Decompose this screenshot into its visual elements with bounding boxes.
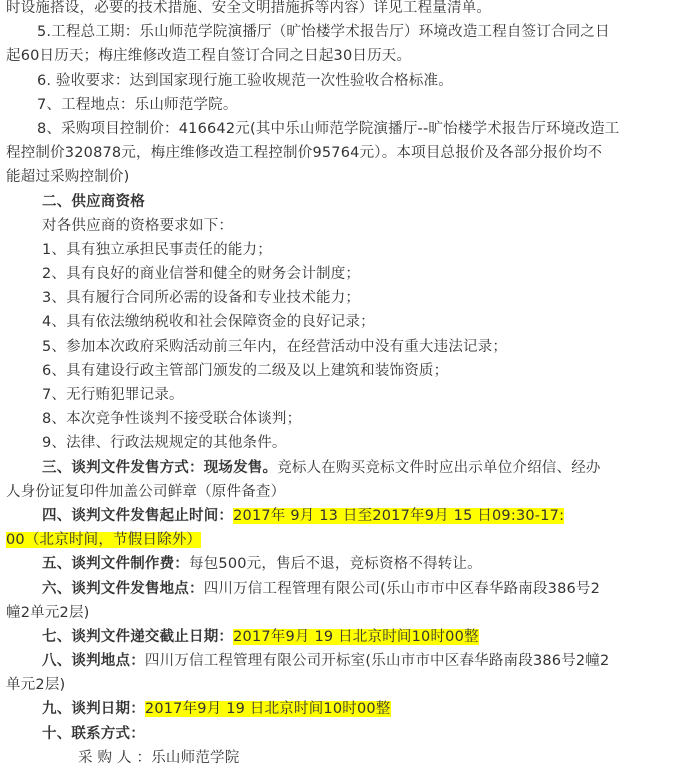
- text-line: [6, 577, 675, 601]
- list-item: 3、具有履行合同所必需的设备和专业技术能力；: [42, 290, 361, 307]
- text-line: 6. 验收要求：达到国家现行施工验收规范一次性验收合格标准。: [37, 72, 453, 89]
- section-heading: 六、谈判文件发售地点：: [42, 580, 204, 597]
- text-span: 四川万信工程管理有限公司开标室(乐山市市中区春华路南段386号2幢2: [144, 653, 610, 670]
- text-line: [6, 649, 675, 673]
- highlighted-date: 2017年9月 19 日北京时间10时00整: [233, 628, 479, 645]
- text-span: 每包500元，售后不退，竞标资格不得转让。: [189, 556, 482, 573]
- text-line: 对各供应商的资格要求如下：: [42, 217, 234, 234]
- section-heading: 四、谈判文件发售起止时间：: [42, 507, 234, 524]
- list-item: 5、参加本次政府采购活动前三年内，在经营活动中没有重大违法记录；: [42, 338, 508, 355]
- section-heading: 十、联系方式：: [42, 725, 145, 742]
- text-line: 单元2层): [6, 677, 66, 694]
- list-item: 2、具有良好的商业信誉和健全的财务会计制度；: [42, 266, 361, 283]
- text-line: 时设施搭设，必要的技术措施、安全文明措施拆等内容）详见工程量清单。: [6, 0, 492, 16]
- text-line: [6, 552, 675, 576]
- list-item: 4、具有依法缴纳税收和社会保障资金的良好记录；: [42, 314, 375, 331]
- highlighted-date: 2017年9月 19 日北京时间10时00整: [144, 701, 391, 718]
- text-line: 5.工程总工期：乐山师范学院演播厅（旷怡楼学术报告厅）环境改造工程自签订合同之日: [37, 24, 610, 41]
- section-heading: 九、谈判日期：: [42, 701, 145, 718]
- text-line: [6, 504, 675, 528]
- text-line: 能超过采购控制价): [6, 169, 130, 186]
- section-heading: 二、供应商资格: [42, 193, 145, 210]
- text-line: 采 购 人 ：乐山师范学院: [78, 749, 240, 766]
- text-line: [6, 697, 675, 721]
- section-heading: 八、谈判地点：: [42, 653, 145, 670]
- section-heading: 七、谈判文件递交截止日期：: [42, 628, 234, 645]
- text-line: 幢2单元2层): [6, 604, 90, 621]
- text-line: [6, 625, 675, 649]
- text-line: [6, 456, 675, 480]
- list-item: 1、具有独立承担民事责任的能力；: [42, 241, 272, 258]
- text-span: 四川万信工程管理有限公司(乐山市市中区春华路南段386号2: [203, 580, 601, 597]
- text-line: 人身份证复印件加盖公司鲜章（原件备查）: [6, 483, 286, 500]
- list-item: 6、具有建设行政主管部门颁发的二级及以上建筑和装饰资质；: [42, 362, 449, 379]
- text-line: 起60日历天；梅庄维修改造工程自签订合同之日起30日历天。: [6, 48, 412, 65]
- text-line: 程控制价320878元，梅庄维修改造工程控制价95764元）。本项目总报价及各部分报价均不: [6, 145, 603, 162]
- text-line: 8、采购项目控制价：416642元(其中乐山师范学院演播厅--旷怡楼学术报告厅环境改造工: [37, 120, 620, 137]
- list-item: 7、无行贿犯罪记录。: [42, 387, 184, 403]
- section-heading: 三、谈判文件发售方式：现场发售。: [42, 459, 278, 476]
- list-item: 9、法律、行政法规规定的其他条件。: [42, 435, 287, 452]
- section-heading: 五、谈判文件制作费：: [42, 556, 189, 573]
- text-span: 竞标人在购买竞标文件时应出示单位介绍信、经办: [277, 459, 601, 476]
- text-line: 7、工程地点：乐山师范学院。: [37, 96, 238, 113]
- highlighted-date: 2017年 9月 13 日至2017年9月 15 日09:30-17:: [233, 507, 565, 524]
- text-line: [6, 528, 675, 552]
- list-item: 8、本次竞争性谈判不接受联合体谈判；: [42, 411, 302, 428]
- highlighted-date: 00（北京时间，节假日除外）: [6, 532, 202, 549]
